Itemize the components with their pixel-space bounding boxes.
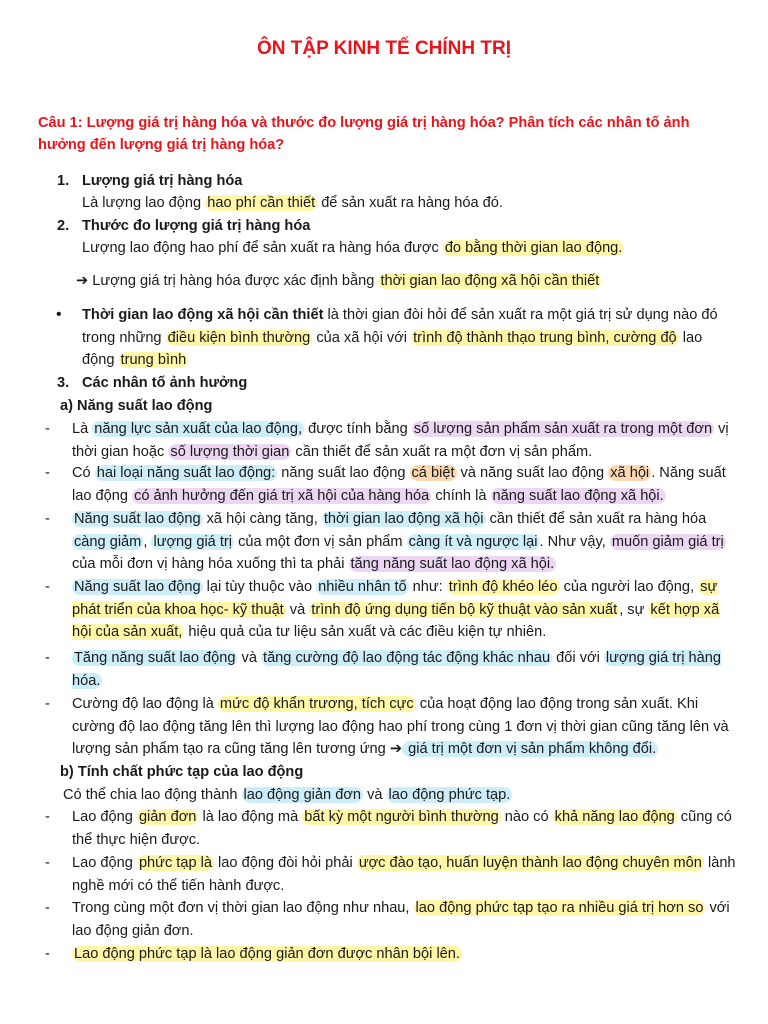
highlight: lao động phức tạp.: [388, 787, 511, 803]
bullet-text: [82, 304, 732, 372]
highlight: ược đào tạo, huấn luyện thành lao động chuyên môn: [358, 855, 702, 871]
text-run: của một đơn vị sản phẩm: [234, 533, 407, 550]
text-run: của hoạt động lao động trong sản xuất. Khi cường độ lao động tăng lên thì lượng lao động hao phí trong cùng 1 đơn vị thời gian cũng tăng lên và lượng sản phẩm tạo ra cũng tăng lên tương ứng: [72, 696, 729, 757]
highlight: có ảnh hưởng đến giá trị xã hội của hàng hóa: [134, 487, 430, 504]
text-run: và: [285, 601, 310, 618]
text-run: là lao động mà: [198, 809, 303, 825]
subsection-b-heading: b) Tính chất phức tạp của lao động: [60, 764, 304, 780]
highlight: giá trị một đơn vị sản phẩm không đổi.: [404, 741, 657, 757]
highlight: hao phí cần thiết: [207, 195, 316, 211]
section-3: [0, 372, 768, 418]
highlight: lao động phức tạp tạo ra nhiều giá trị hơn so: [415, 900, 704, 916]
list-item: [0, 693, 768, 761]
bold-term: Thời gian lao động xã hội cần thiết: [82, 307, 324, 323]
text-run: . Năng suất lao động: [72, 465, 726, 504]
subsection-b-intro: [63, 784, 743, 807]
item-text: [72, 852, 737, 897]
section-2: [0, 215, 768, 295]
text-run: và: [237, 650, 262, 666]
text-run: lại tùy thuộc vào: [202, 579, 317, 595]
highlight: năng suất lao động xã hội.: [492, 487, 664, 504]
highlight: muốn giảm giá trị: [611, 533, 724, 550]
bullet-dot-icon: •: [56, 306, 62, 323]
text-run: và: [363, 787, 387, 803]
text-run: Có thể chia lao động thành: [63, 787, 242, 803]
item-text: [72, 943, 737, 966]
highlight: Tăng năng suất lao động: [74, 650, 236, 666]
highlight: Lao động phức tạp là lao động giản đơn được nhân bội lên.: [74, 946, 460, 962]
section-2-text: [82, 237, 732, 260]
text-run: hiệu quả của tư liệu sản xuất và các điều kiện tự nhiên.: [184, 624, 547, 640]
item-text: [72, 693, 737, 761]
highlight: lượng giá trị hàng hóa.: [72, 650, 721, 689]
highlight: số lượng sản phẩm sản xuất ra trong một đơn: [413, 421, 713, 437]
text-run: lành nghề mới có thể tiến hành được.: [72, 855, 736, 894]
bullet-definition: [0, 304, 768, 374]
highlight: Năng suất lao động: [74, 579, 201, 595]
highlight: càng giảm: [74, 533, 142, 550]
text-run: là thời gian đòi hỏi để sản xuất ra một giá trị sử dụng nào đó trong những: [82, 307, 718, 346]
text-run: với lao động giản đơn.: [72, 900, 730, 939]
text-run: . Như vậy,: [539, 533, 610, 550]
text-run: Lượng lao động hao phí để sản xuất ra hàng hóa được: [82, 240, 443, 256]
highlight: số lượng thời gian: [170, 443, 290, 460]
list-item: [0, 462, 768, 507]
text-run: Là lượng lao động: [82, 195, 206, 211]
text-run: Lao động: [72, 809, 137, 825]
dash-marker: -: [45, 465, 50, 481]
list-item: [0, 418, 768, 463]
dash-marker: -: [45, 855, 50, 871]
arrow-icon: ➔: [389, 741, 403, 757]
highlight: trình độ khéo léo: [448, 579, 558, 595]
dash-marker: -: [45, 421, 50, 437]
highlight: càng ít và ngược lại: [408, 533, 538, 550]
item-text: [72, 647, 737, 692]
item-text: [72, 462, 737, 507]
section-1: [0, 170, 768, 216]
dash-marker: -: [45, 900, 50, 916]
section-2-number: 2.: [57, 218, 70, 234]
text-run: vị thời gian hoặc: [72, 421, 729, 460]
subsection-a-heading: a) Năng suất lao động: [60, 398, 213, 414]
text-run: cần thiết để sản xuất ra một đơn vị sản phẩm.: [291, 443, 593, 460]
highlight: sự phát triển của khoa học- kỹ thuật: [72, 579, 718, 618]
section-3-heading: Các nhân tố ảnh hưởng: [82, 375, 248, 391]
item-text: [72, 508, 737, 576]
text-run: cần thiết để sản xuất ra hàng hóa: [485, 511, 707, 527]
highlight: lượng giá trị: [153, 533, 233, 550]
dash-marker: -: [45, 579, 50, 595]
highlight: thời gian lao động xã hội: [323, 511, 484, 527]
highlight: trình độ ứng dụng tiến bộ kỹ thuật vào sản xuất: [311, 601, 618, 618]
highlight: cá biệt: [411, 465, 455, 481]
highlight: trung bình: [120, 352, 187, 368]
list-item: [0, 897, 768, 942]
text-run: như:: [408, 579, 447, 595]
text-run: và năng suất lao động: [456, 465, 609, 481]
highlight: năng lực sản xuất của lao động,: [94, 421, 303, 437]
text-run: của người lao động,: [559, 579, 699, 595]
highlight: khả năng lao động: [554, 809, 675, 825]
text-run: của mỗi đơn vị hàng hóa xuống thì ta phải: [72, 556, 349, 572]
item-text: [72, 576, 737, 644]
highlight: phức tạp là: [138, 855, 212, 871]
dash-marker: -: [45, 650, 50, 666]
arrow-icon: ➔: [76, 273, 89, 289]
highlight: đo bằng thời gian lao động.: [444, 240, 623, 256]
text-run: chính là: [431, 487, 491, 504]
list-item: [0, 576, 768, 644]
text-run: của xã hội với: [312, 329, 412, 346]
highlight: điều kiện bình thường: [167, 329, 311, 346]
text-run: nào có: [500, 809, 553, 825]
section-2-conclusion: [76, 270, 736, 293]
section-2-heading: Thước đo lượng giá trị hàng hóa: [82, 218, 311, 234]
question-heading: Câu 1: Lượng giá trị hàng hóa và thước đo lượng giá trị hàng hóa? Phân tích các nhân tố ảnh hưởng đến lượng giá trị hàng hóa?: [38, 115, 690, 153]
dash-marker: -: [45, 696, 50, 712]
highlight: nhiều nhân tố: [318, 579, 407, 595]
text-run: , sự: [619, 601, 649, 618]
text-run: năng suất lao động: [277, 465, 410, 481]
highlight: tăng năng suất lao động xã hội.: [350, 556, 555, 572]
highlight: bất kỳ một người bình thường: [304, 809, 499, 825]
text-run: Là: [72, 421, 93, 437]
text-run: ,: [143, 533, 152, 550]
section-1-heading: Lượng giá trị hàng hóa: [82, 173, 243, 189]
highlight: trình độ thành thạo trung bình, cường độ: [413, 329, 677, 346]
list-item: [0, 806, 768, 851]
highlight: lao động giản đơn: [243, 787, 362, 803]
highlight: Năng suất lao động: [74, 511, 201, 527]
highlight: xã hội: [610, 465, 650, 481]
document-title: ÔN TẬP KINH TẾ CHÍNH TRỊ: [256, 38, 512, 59]
item-text: [72, 897, 737, 942]
list-item: [0, 647, 768, 692]
list-item: [0, 852, 768, 897]
text-run: lao động: [82, 329, 703, 368]
list-item: [0, 508, 768, 576]
dash-marker: -: [45, 946, 50, 962]
text-run: Lượng giá trị hàng hóa được xác định bằng: [88, 273, 379, 289]
text-run: lao động đòi hỏi phải: [214, 855, 357, 871]
item-text: [72, 418, 737, 463]
highlight: kết hợp xã hội của sản xuất,: [72, 601, 720, 640]
highlight: mức độ khẩn trương, tích cực: [219, 696, 414, 712]
section-1-text: [82, 192, 732, 215]
section-3-number: 3.: [57, 375, 70, 391]
text-run: xã hội càng tăng,: [202, 511, 322, 527]
text-run: Trong cùng một đơn vị thời gian lao động như nhau,: [72, 900, 414, 916]
item-text: [72, 806, 737, 851]
highlight: tăng cường độ lao động tác động khác nhau: [263, 650, 551, 666]
highlight: thời gian lao động xã hội cần thiết: [380, 273, 600, 289]
section-1-number: 1.: [57, 173, 70, 189]
list-item: [0, 943, 768, 966]
text-run: để sản xuất ra hàng hóa đó.: [317, 195, 503, 211]
text-run: Cường độ lao động là: [72, 696, 218, 712]
text-run: được tính bằng: [304, 421, 412, 437]
text-run: đối với: [552, 650, 604, 666]
highlight: giản đơn: [138, 809, 197, 825]
highlight: hai loại năng suất lao động:: [96, 465, 276, 481]
text-run: Có: [72, 465, 95, 481]
text-run: Lao động: [72, 855, 137, 871]
text-run: cũng có thể thực hiện được.: [72, 809, 732, 848]
dash-marker: -: [45, 809, 50, 825]
dash-marker: -: [45, 511, 50, 527]
